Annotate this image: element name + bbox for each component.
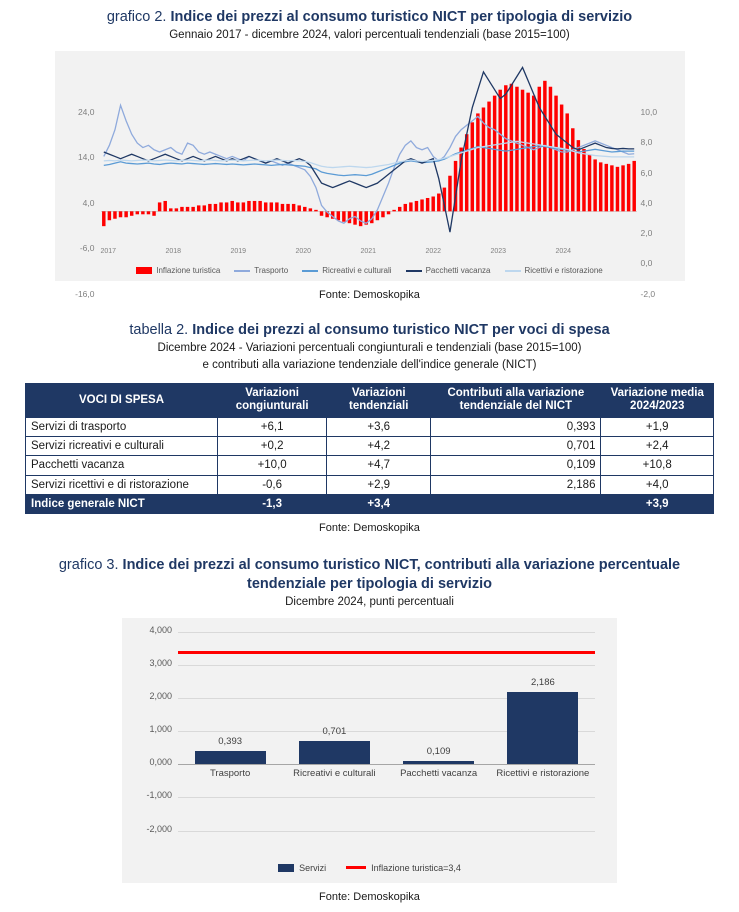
table2-r1-cong: +0,2	[218, 436, 327, 455]
chart3-ytick-2: 2,000	[149, 690, 172, 701]
chart3-gridline-6	[178, 831, 595, 832]
chart3-title-line2: tendenziale per tipologia di servizio	[247, 575, 492, 592]
chart2-xtick-2018: 2018	[165, 248, 182, 256]
chart3-source: Fonte: Demoskopika	[319, 890, 420, 903]
chart2-title	[0, 8, 739, 26]
table2-r2-media: +10,8	[601, 456, 714, 475]
chart2-ytick-m6: -6,0	[79, 243, 95, 254]
chart3-ytick-4: 0,000	[149, 757, 172, 768]
chart2-xtick-2019: 2019	[230, 248, 247, 256]
chart2-title-prefix: grafico 2.	[106, 9, 167, 25]
table2-total-media: +3,9	[601, 495, 714, 514]
chart2-legend-swatch-bar	[136, 267, 152, 274]
table2-r2-contrib: 0,109	[431, 456, 601, 475]
chart2-y2tick-2: 2,0	[640, 228, 653, 239]
chart3-section	[0, 556, 739, 902]
table-row	[26, 417, 714, 436]
chart3-legend-label-inflazione: Inflazione turistica=3,4	[371, 862, 461, 873]
table2-col-contributi: Contributi alla variazione tendenziale del NICT	[431, 384, 601, 417]
chart2-ytick-24: 24,0	[77, 107, 95, 118]
table2-col-media: Variazione media 2024/2023	[601, 384, 714, 417]
chart3-bar-0	[195, 751, 266, 764]
chart3-legend-item-inflazione	[346, 863, 461, 873]
chart3-gridline-0	[178, 632, 595, 633]
chart2-ytick-m16: -16,0	[75, 289, 95, 300]
table2-r0-media: +1,9	[601, 417, 714, 436]
chart3-gridline-4	[178, 764, 595, 765]
chart3-legend-swatch-inflazione	[346, 866, 366, 869]
table2	[25, 383, 714, 514]
chart3-ytick-3: 1,000	[149, 724, 172, 735]
chart2-legend-label-4: Ricettivi e ristorazione	[524, 266, 603, 276]
chart2-legend-swatch-trasporto	[234, 270, 250, 272]
table2-total-tend: +3,4	[327, 495, 431, 514]
chart3-gridline-1	[178, 665, 595, 666]
table2-r1-voce: Servizi ricreativi e culturali	[26, 436, 218, 455]
chart3-canvas	[122, 618, 617, 883]
chart2-xtick-2024: 2024	[555, 248, 572, 256]
chart3-title	[0, 556, 739, 592]
chart3-bar-3	[507, 692, 578, 765]
chart2-section	[0, 0, 739, 301]
chart2-source: Fonte: Demoskopika	[319, 289, 420, 302]
table-row	[26, 456, 714, 475]
chart3-bar-value-3: 2,186	[530, 676, 555, 688]
chart2-legend-label-0: Inflazione turistica	[156, 266, 221, 276]
table2-r2-cong: +10,0	[218, 456, 327, 475]
chart3-legend-label-servizi: Servizi	[299, 862, 327, 873]
chart3-legend	[122, 863, 617, 873]
table2-r2-tend: +4,7	[327, 456, 431, 475]
table2-title-prefix: tabella 2.	[129, 322, 189, 339]
chart3-gridline-5	[178, 797, 595, 798]
chart2-legend-item-0	[136, 266, 220, 275]
table2-total-voce: Indice generale NICT	[26, 495, 218, 514]
chart3-title-prefix: grafico 3.	[58, 557, 119, 574]
chart3-subtitle: Dicembre 2024, punti percentuali	[285, 595, 454, 608]
chart2-y2tick-4: 4,0	[640, 198, 653, 209]
chart2-legend-label-1: Trasporto	[254, 266, 289, 276]
table2-r1-media: +2,4	[601, 436, 714, 455]
chart2-legend	[55, 266, 685, 275]
table2-total-cong: -1,3	[218, 495, 327, 514]
chart3-reference-line	[178, 651, 595, 654]
table-row	[26, 475, 714, 494]
table2-r0-contrib: 0,393	[431, 417, 601, 436]
chart2-y2tick-8: 8,0	[640, 137, 653, 148]
table2-r0-tend: +3,6	[327, 417, 431, 436]
table2-r3-media: +4,0	[601, 475, 714, 494]
chart3-category-2: Pacchetti vacanza	[400, 768, 478, 780]
chart3-title-line1: Indice dei prezzi al consumo turistico NICT, contributi alla variazione percentuale	[122, 557, 681, 574]
chart2-xtick-2021: 2021	[360, 248, 377, 256]
chart2-y2tick-6: 6,0	[640, 168, 653, 179]
table2-total-contrib	[431, 495, 601, 514]
chart2-legend-item-1	[234, 266, 288, 275]
table2-section	[0, 321, 739, 534]
table2-col-congiunturali: Variazioni congiunturali	[218, 384, 327, 417]
chart3-ytick-5: -1,000	[146, 790, 172, 801]
chart2-y2tick-m2: -2,0	[640, 289, 656, 300]
table2-r0-cong: +6,1	[218, 417, 327, 436]
chart2-y2tick-10: 10,0	[640, 107, 658, 118]
chart2-legend-label-3: Pacchetti vacanza	[425, 266, 491, 276]
table2-r1-tend: +4,2	[327, 436, 431, 455]
table2-r3-tend: +2,9	[327, 475, 431, 494]
chart3-category-0: Trasporto	[209, 768, 251, 780]
chart2-series-svg	[101, 63, 637, 241]
table2-title-text: Indice dei prezzi al consumo turistico NICT per voci di spesa	[192, 322, 610, 339]
table2-header-row	[26, 384, 714, 417]
chart2-legend-swatch-ricreativi	[302, 270, 318, 272]
table2-col-voci: VOCI DI SPESA	[26, 384, 218, 417]
chart2-legend-label-2: Ricreativi e culturali	[322, 266, 392, 276]
chart2-subtitle: Gennaio 2017 - dicembre 2024, valori percentuali tendenziali (base 2015=100)	[169, 29, 570, 42]
table2-total-row	[26, 495, 714, 514]
chart3-category-3: Ricettivi e ristorazione	[496, 768, 590, 780]
chart3-ytick-6: -2,000	[146, 823, 172, 834]
chart3-ytick-0: 4,000	[149, 624, 172, 635]
chart3-bar-1	[299, 741, 370, 764]
chart2-xtick-2022: 2022	[425, 248, 442, 256]
table2-r3-cong: -0,6	[218, 475, 327, 494]
chart2-xtick-2023: 2023	[490, 248, 507, 256]
chart2-legend-item-3	[406, 266, 491, 275]
table2-source: Fonte: Demoskopika	[319, 522, 420, 535]
chart3-bar-value-1: 0,701	[322, 725, 347, 737]
table2-r3-contrib: 2,186	[431, 475, 601, 494]
chart3-legend-item-servizi	[278, 863, 326, 873]
chart2-legend-item-2	[302, 266, 391, 275]
chart2-y2tick-0: 0,0	[640, 258, 653, 269]
chart2-legend-swatch-pacchetti	[406, 270, 422, 272]
chart3-category-1: Ricreativi e culturali	[293, 768, 376, 780]
chart3-plot-area	[146, 624, 595, 834]
table2-r0-voce: Servizi di trasporto	[26, 417, 218, 436]
chart2-plot-area	[101, 63, 637, 241]
chart3-bar-value-0: 0,393	[218, 736, 243, 748]
chart2-xtick-2017: 2017	[100, 248, 117, 256]
table2-col-tendenziali: Variazioni tendenziali	[327, 384, 431, 417]
table-row	[26, 436, 714, 455]
chart3-legend-swatch-servizi	[278, 864, 294, 872]
table2-r3-voce: Servizi ricettivi e di ristorazione	[26, 475, 218, 494]
table2-title	[0, 321, 739, 339]
chart2-xtick-2020: 2020	[295, 248, 312, 256]
chart2-legend-item-4	[505, 266, 603, 275]
chart2-ytick-4: 4,0	[82, 198, 95, 209]
chart3-ytick-1: 3,000	[149, 657, 172, 668]
table2-r2-voce: Pacchetti vacanza	[26, 456, 218, 475]
chart2-title-text: Indice dei prezzi al consumo turistico NICT per tipologia di servizio	[170, 9, 633, 25]
table2-r1-contrib: 0,701	[431, 436, 601, 455]
chart3-bar-2	[403, 761, 474, 765]
chart2-ytick-14: 14,0	[77, 152, 95, 163]
chart2-legend-swatch-ricettivi	[505, 270, 521, 272]
table2-subtitle-1: Dicembre 2024 - Variazioni percentuali congiunturali e tendenziali (base 2015=100)	[157, 342, 582, 355]
chart3-bar-value-2: 0,109	[426, 745, 451, 757]
table2-subtitle-2: e contributi alla variazione tendenziale dell'indice generale (NICT)	[202, 359, 537, 372]
